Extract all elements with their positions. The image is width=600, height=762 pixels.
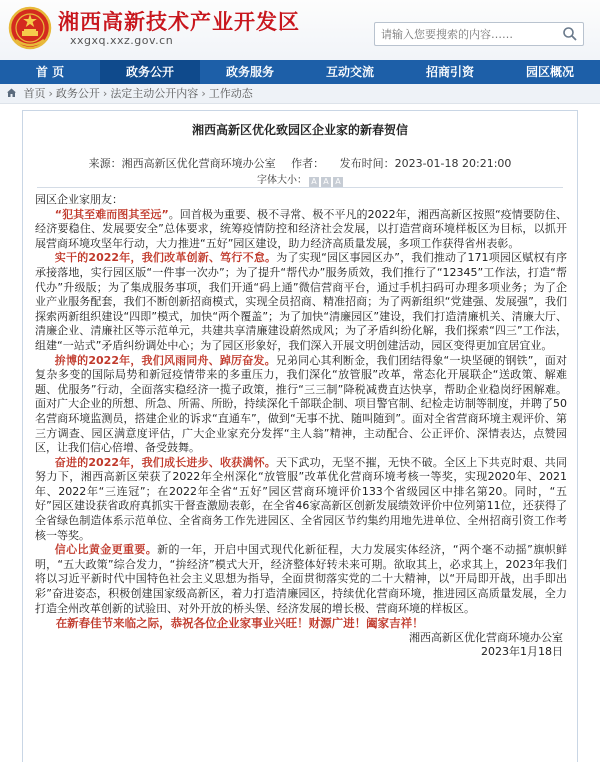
article-sign-date: 2023年1月18日 xyxy=(481,645,563,659)
search-input[interactable] xyxy=(381,26,551,42)
article-paragraph xyxy=(35,354,567,456)
article-body xyxy=(35,193,567,660)
main-nav xyxy=(0,60,600,84)
breadcrumb xyxy=(0,84,600,104)
font-size-large-button[interactable]: A xyxy=(309,177,319,187)
paragraph-lead: 信心比黄金更重要。 xyxy=(54,543,158,557)
paragraph-lead: 拚博的2022年，我们风雨同舟、踔厉奋发。 xyxy=(54,353,276,367)
font-size-medium-button[interactable]: A xyxy=(321,177,331,187)
nav-item-park-overview[interactable]: 园区概况 xyxy=(525,65,574,79)
paragraph-lead: 奋进的2022年，我们成长进步、收获满怀。 xyxy=(54,455,277,469)
article-container xyxy=(22,110,578,762)
paragraph-text: 兄弟同心其利断金，我们团结得象“一块坚硬的钢铁”，面对复杂多变的国际局势和新冠疫情带来的多重压力，我们深化“放管服”改革，常态化开展联企“送政策、解难题、优服务”行动，全面落实稳经济一揽子政策，推行“三三制”降税减费直达快享，帮助企业稳岗纾困解难。面对广大企业的所想、所急、所需、所盼，持续深化千部联企制、项目警官制、纪检走访制等制度，并聘了50名营商环境监测员，搭建企业的诉求“直通车”，做到“无事不扰、随叫随到”。面对全省营商环境主观评价、第三方调查、园区满意度评估，广大企业家充分发挥“主人翁”精神，主动配合、公正评价、深情表达，点赞园区，让我们信心倍增、备受鼓舞。 xyxy=(35,353,567,455)
article-signature: 湘西高新区优化营商环境办公室 xyxy=(409,630,563,644)
article-author: 作者： xyxy=(291,157,325,170)
site-header xyxy=(0,0,600,60)
article-paragraph xyxy=(35,456,567,544)
article-paragraph xyxy=(35,251,567,353)
article-closing: 在新春佳节来临之际，恭祝各位企业家事业兴旺！财源广进！阖家吉祥！ xyxy=(55,616,424,631)
paragraph-text: 为了实现“园区事园区办”，我们推动了171项园区赋权有序承接落地，实行园区版“一件事一次办”；为了提升“帮代办”服务质效，我们推行了“12345”工作法，打造“帮代办”升级版；为了集成服务事项，我们开通“码上通”微信营商平台，通过手机扫码可办理多项业务；为了企业产业服务配套，我们不断创新招商模式，实现全员招商、精准招商；为了两新组织“党建强、发展强”，我们探索两新组织建设“四即”模式，加快“两个覆盖”；为了加快“清廉园区”建设，我们打造清廉机关、清廉大厅、清廉企业、清廉社区等示范单元，共建共享清廉建设蔚然成风；为了矛盾纠纷化解，我们探索“四三”工作法，组建“一站式”矛盾纠纷调处中心；为了园区形象好，我们深入开展文明创建活动，园区变得更加宜居宜业。 xyxy=(35,251,567,352)
article-greeting: 园区企业家朋友： xyxy=(35,193,123,206)
article-paragraph xyxy=(35,543,567,616)
breadcrumb-separator: › xyxy=(48,87,53,100)
breadcrumb-work-news[interactable]: 工作动态 xyxy=(208,87,253,100)
font-size-small-button[interactable]: A xyxy=(333,177,343,187)
font-size-label: 字体大小： xyxy=(257,175,307,186)
breadcrumb-home[interactable]: 首页 xyxy=(23,87,46,100)
font-size-control xyxy=(23,171,577,187)
article-paragraph xyxy=(35,208,567,252)
paragraph-text: 天下武功，无坚不摧，无快不破。全区上下共克时艰、共同努力下，湘西高新区荣获了2022年全州深化“放管服”改革优化营商环境考核一等奖，实现2020年、2021年、2022年“三连冠”；在2022年全省“五好”园区营商环境评价133个省级园区中排名第20。同时，“五好”园区建设获省政府真抓实干督查激励表彰，在全省46家高新区创新发展绩效评价中位列第11位，还获得了全省绿色制造体系示范单位、全省商务工作先进园区、全省园区节约集约用地先进单位、全州招商引资工作考核一等奖。 xyxy=(35,455,568,542)
breadcrumb-government-affairs[interactable]: 政务公开 xyxy=(55,87,100,100)
nav-item-government-affairs[interactable]: 政务公开 xyxy=(100,60,200,84)
home-icon xyxy=(6,87,17,98)
search-box xyxy=(374,22,584,46)
breadcrumb-separator: › xyxy=(201,87,206,100)
article-source: 来源：湘西高新区优化营商环境办公室 xyxy=(88,157,276,170)
article-title: 湘西高新区优化致园区企业家的新春贺信 xyxy=(191,123,408,137)
article-date: 发布时间：2023-01-18 20:21:00 xyxy=(339,157,512,170)
nav-item-investment[interactable]: 招商引资 xyxy=(425,65,474,79)
paragraph-text: 新的一年，开启中国式现代化新征程，大力发展实体经济，“两个毫不动摇”旗帜鲜明，“五大政策”综合发力，“拚经济”模式大开，经济整体好转未来可期。欲取其上，必求其上，2023年我们将以习近平新时代中国特色社会主义思想为指导，全面贯彻落实党的二十大精神，以“开局即开战，出手即出彩”奋进姿态，积极创建国家级高新区，着力打造清廉园区，持续优化营商环境，推进园区高质量发展，全力打造全州改革创新的试验田、对外开放的桥头堡、经济发展的增长极、营商环境的样板区。 xyxy=(35,543,567,615)
nav-item-interaction[interactable]: 互动交流 xyxy=(325,65,374,79)
site-title: 湘西高新技术产业开发区 xyxy=(58,10,300,34)
paragraph-lead: “犯其至难而图其至远” xyxy=(54,207,169,221)
paragraph-lead: 实干的2022年，我们改革创新、笃行不怠。 xyxy=(54,251,277,265)
breadcrumb-statutory-disclosure[interactable]: 法定主动公开内容 xyxy=(110,87,199,100)
nav-item-government-services[interactable]: 政务服务 xyxy=(225,65,274,79)
breadcrumb-separator: › xyxy=(102,87,108,100)
search-icon[interactable] xyxy=(561,26,579,42)
site-url: xxgxq.xxz.gov.cn xyxy=(70,34,174,47)
national-emblem-icon xyxy=(8,6,52,52)
paragraph-text: 。回首极为重要、极不寻常、极不平凡的2022年，湘西高新区按照“疫情要防住、经济要稳住、发展要安全”总体要求，统筹疫情防控和经济社会发展，以打造营商环境样板区为目标，以抓开展营商环境攻坚年行动，大力推进“五好”园区建设，助力经济高质量发展，多项工作获得省州表彰。 xyxy=(35,207,567,250)
divider xyxy=(37,187,563,188)
nav-item-home[interactable]: 首 页 xyxy=(35,65,65,79)
article-meta xyxy=(23,155,577,171)
